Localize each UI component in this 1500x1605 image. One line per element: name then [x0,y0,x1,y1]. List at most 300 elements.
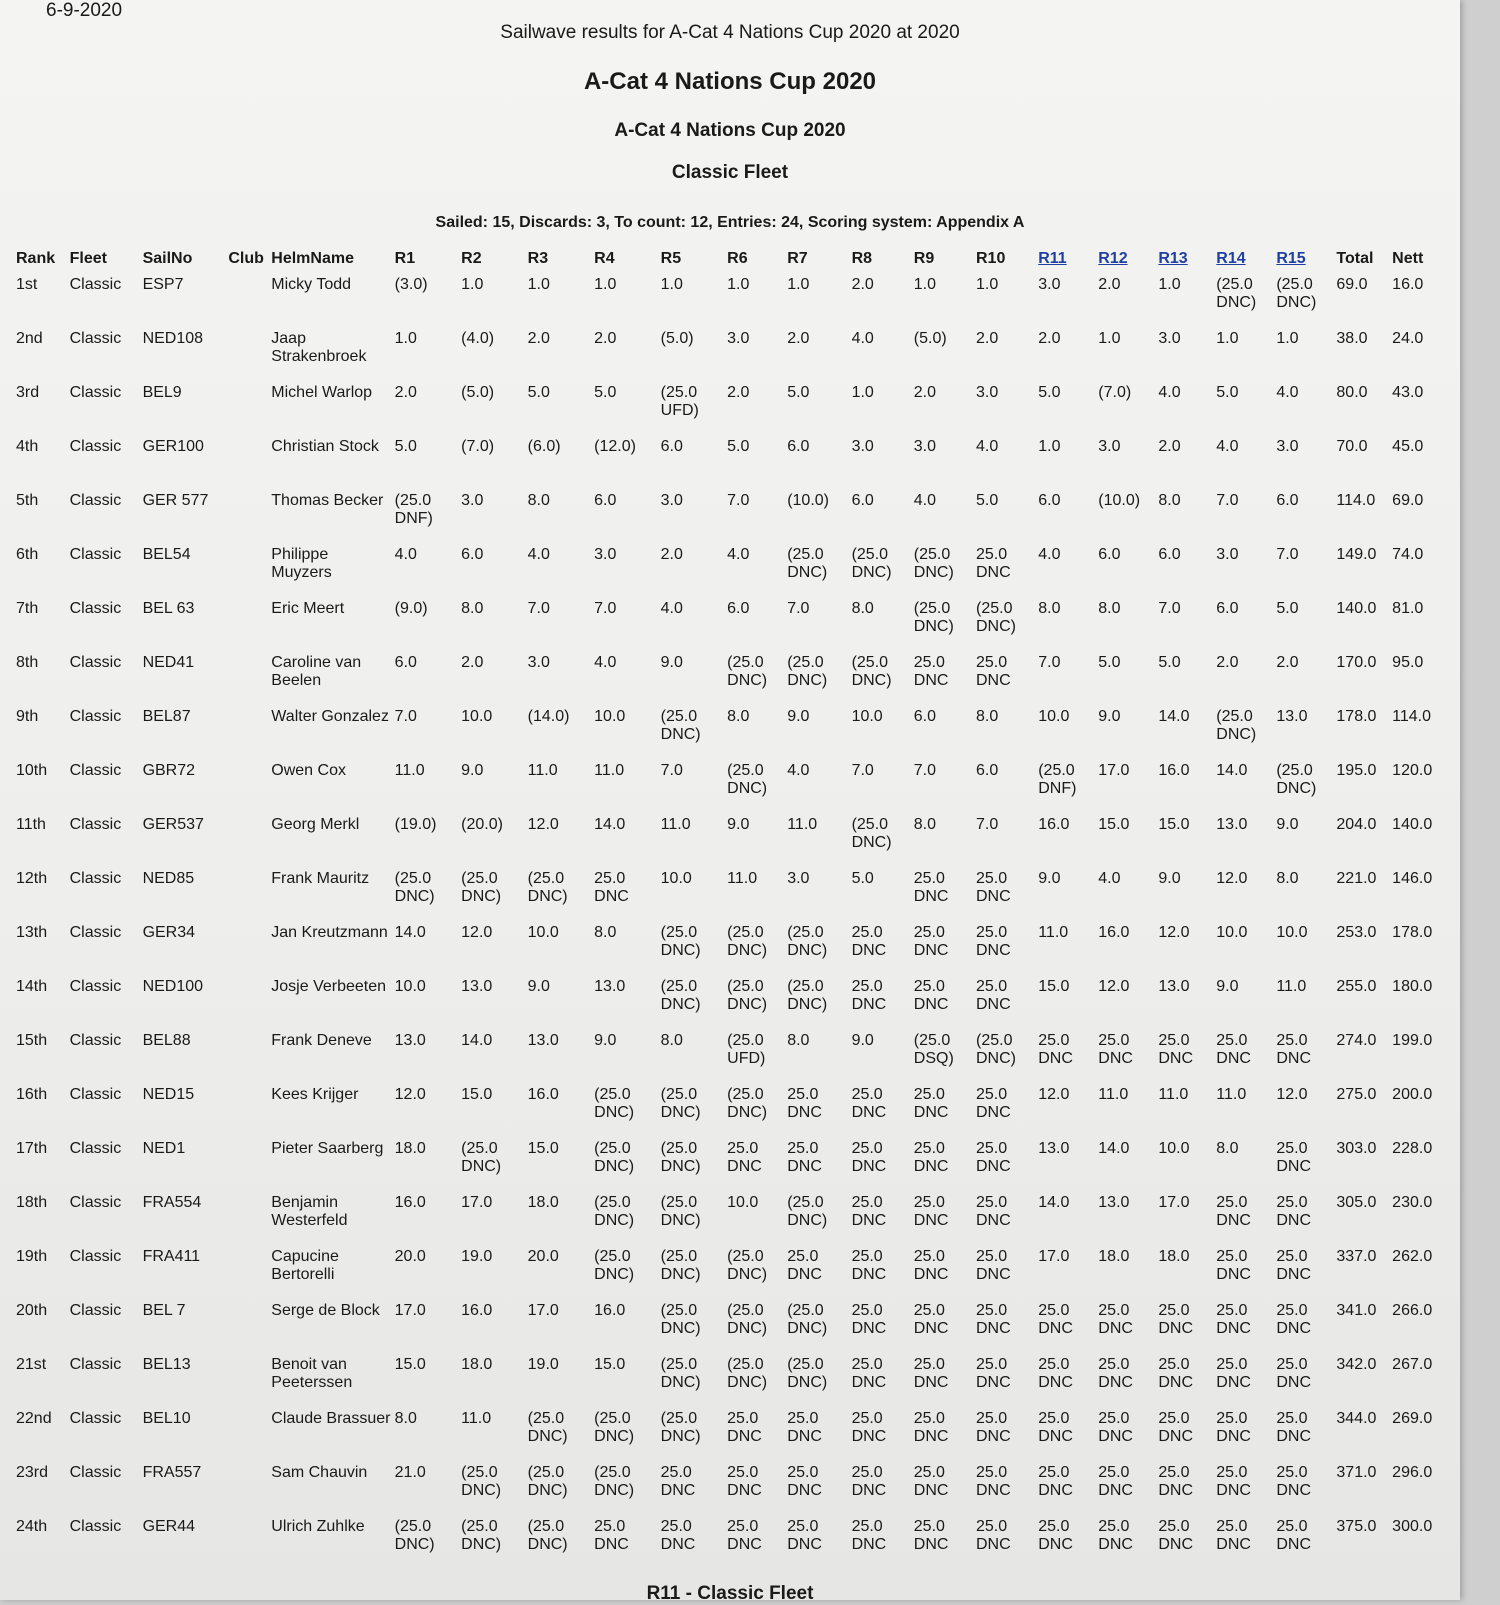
race-score-cell: 25.0 DNC [976,1248,1011,1283]
total-cell: 114.0 [1336,492,1376,509]
race-score-cell: (25.0 DNC) [913,546,954,581]
total-cell: 275.0 [1336,1086,1377,1103]
helm-name-cell: Jan Kreutzmann [271,924,388,941]
race-score-cell: (25.0 DNC) [787,924,828,959]
helm-name-cell: Kees Krijger [271,1086,359,1103]
nett-cell: 43.0 [1392,384,1424,401]
next-section-heading: R11 - Classic Fleet [646,1583,814,1604]
race-score-cell: (25.0 DNF) [1038,762,1077,797]
race-score-cell: 5.0 [1276,600,1299,617]
race-score-cell: 25.0 DNC [1276,1032,1311,1067]
race-score-cell: 7.0 [727,492,750,509]
rank-cell: 15th [16,1032,48,1049]
race-score-cell: 15.0 [594,1356,626,1373]
race-score-cell: 8.0 [851,600,874,617]
race-score-cell: 25.0 DNC [1038,1464,1073,1499]
helm-name-cell: Serge de Block [271,1302,380,1319]
race-score-cell: 10.0 [461,708,493,725]
nett-cell: 269.0 [1392,1410,1433,1427]
race-score-cell: 14.0 [461,1032,493,1049]
race-score-cell: 11.0 [1216,1086,1247,1103]
race-score-cell: 6.0 [660,438,683,455]
race-score-cell: 1.0 [727,276,750,293]
column-header-r10: R10 [976,250,1006,267]
race-score-cell: 5.0 [594,384,617,401]
race-score-cell: 11.0 [660,816,691,833]
sailno-cell: BEL54 [142,546,191,563]
race-score-cell: 2.0 [1276,654,1299,671]
race-score-cell: 12.0 [527,816,559,833]
race-score-cell: 16.0 [1158,762,1190,779]
total-cell: 195.0 [1336,762,1377,779]
race-score-cell: 4.0 [1158,384,1181,401]
race-score-cell: 14.0 [594,816,626,833]
race-score-cell: (25.0 DNC) [594,1464,635,1499]
race-score-cell: 25.0 DNC [976,1086,1011,1121]
race-score-cell: 25.0 DNC [851,1248,887,1283]
race-score-cell: 1.0 [394,330,417,347]
sailno-cell: NED15 [142,1086,195,1103]
total-cell: 375.0 [1336,1518,1377,1535]
race-score-cell: 13.0 [1276,708,1308,725]
column-header-r5: R5 [660,250,682,267]
race-score-cell: 7.0 [1158,600,1181,617]
race-score-cell: 8.0 [1098,600,1121,617]
race-score-cell: 2.0 [1038,330,1061,347]
race-score-cell: (25.0 DNC) [660,1356,701,1391]
race-score-cell: 9.0 [1216,978,1239,995]
total-cell: 170.0 [1336,654,1377,671]
race-score-cell: 3.0 [461,492,484,509]
race-score-cell: 25.0 DNC [727,1464,762,1499]
race-score-cell: 25.0 DNC [913,1302,949,1337]
race-score-cell: (25.0 DNC) [727,762,768,797]
race-score-cell: (25.0 DNC) [527,1518,568,1553]
race-score-cell: 13.0 [527,1032,559,1049]
helm-name-cell: Josje Verbeeten [271,978,387,995]
total-cell: 337.0 [1336,1248,1377,1265]
race-score-cell: 25.0 DNC [976,546,1011,581]
race-score-cell: 25.0 DNC [851,1140,887,1175]
table-row [14,1136,1444,1190]
club-cell [226,1514,269,1568]
nett-cell: 24.0 [1392,330,1424,347]
column-header-r6: R6 [727,250,748,267]
sailno-cell: FRA554 [142,1194,202,1211]
race-score-cell: 25.0 DNC [1098,1518,1133,1553]
race-score-cell: 14.0 [394,924,426,941]
column-header-nett: Nett [1392,250,1424,267]
race-score-cell: 6.0 [394,654,417,671]
race-score-cell: 11.0 [1098,1086,1129,1103]
total-cell: 253.0 [1336,924,1377,941]
race-score-cell: 4.0 [660,600,683,617]
race-score-cell: 9.0 [1038,870,1061,887]
race-score-cell: 25.0 DNC [1216,1032,1251,1067]
race-score-cell: (25.0 DNC) [787,1356,828,1391]
club-cell [226,974,269,1028]
race-score-cell: 18.0 [1158,1248,1190,1265]
race-score-cell: (19.0) [394,816,437,833]
race-score-cell: 25.0 DNC [1276,1194,1311,1229]
race-score-cell: 4.0 [1038,546,1061,563]
race-score-cell: 8.0 [1038,600,1061,617]
column-header-r11[interactable]: R11 [1038,250,1067,267]
rank-cell: 2nd [16,330,43,347]
race-score-cell: 3.0 [851,438,874,455]
race-score-cell: (25.0 DNC) [461,870,502,905]
sailno-cell: NED1 [142,1140,186,1157]
club-cell [226,1028,269,1082]
race-score-cell: 8.0 [594,924,617,941]
race-score-cell: 9.0 [851,1032,874,1049]
race-score-cell: 11.0 [1158,1086,1189,1103]
race-score-cell: 1.0 [1158,276,1181,293]
race-score-cell: (20.0) [461,816,503,833]
race-score-cell: 4.0 [913,492,937,509]
race-score-cell: 11.0 [727,870,758,887]
race-score-cell: 7.0 [913,762,937,779]
table-row [14,380,1444,434]
race-score-cell: 25.0 DNC [1216,1302,1251,1337]
column-header-club: Club [228,250,264,267]
race-score-cell: 25.0 DNC [1098,1032,1133,1067]
race-score-cell: 10.0 [527,924,559,941]
race-score-cell: (10.0) [787,492,829,509]
race-score-cell: 5.0 [976,492,999,509]
race-score-cell: 9.0 [660,654,683,671]
sailno-cell: BEL88 [142,1032,191,1049]
race-score-cell: 25.0 DNC [787,1410,822,1445]
sailno-cell: BEL9 [142,384,182,401]
race-score-cell: 25.0 DNC [1276,1464,1311,1499]
race-score-cell: 17.0 [527,1302,559,1319]
race-score-cell: 3.0 [727,330,750,347]
nett-cell: 74.0 [1392,546,1424,563]
race-score-cell: 25.0 DNC [976,1518,1011,1553]
race-score-cell: (25.0 DNC) [851,816,892,851]
race-score-cell: (25.0 DNC) [594,1086,635,1121]
race-score-cell: 25.0 DNC [1038,1518,1073,1553]
race-score-cell: 25.0 DNC [976,1302,1011,1337]
race-score-cell: (25.0 DNC) [660,1140,701,1175]
race-score-cell: 13.0 [1158,978,1190,995]
total-cell: 149.0 [1336,546,1377,563]
race-score-cell: (5.0) [913,330,947,347]
column-header-r7: R7 [787,250,808,267]
fleet-cell: Classic [69,978,122,995]
column-header-r9: R9 [913,250,935,267]
race-score-cell: 5.0 [727,438,750,455]
table-row [14,1514,1444,1568]
race-score-cell: 4.0 [787,762,810,779]
sailno-cell: FRA411 [142,1248,201,1265]
club-cell [226,1406,269,1460]
fleet-cell: Classic [69,870,122,887]
column-header-total: Total [1336,250,1374,267]
race-score-cell: (25.0 DNC) [787,546,828,581]
race-score-cell: (5.0) [660,330,694,347]
column-header-r12[interactable]: R12 [1098,250,1128,267]
race-score-cell: 25.0 DNC [851,1356,887,1391]
page-subtitle: A-Cat 4 Nations Cup 2020 [614,120,846,141]
sailno-cell: BEL10 [142,1410,191,1427]
total-cell: 274.0 [1336,1032,1377,1049]
fleet-cell: Classic [69,1410,122,1427]
total-cell: 303.0 [1336,1140,1377,1157]
race-score-cell: (25.0 DNC) [851,546,892,581]
race-score-cell: (25.0 DNC) [660,978,701,1013]
rank-cell: 8th [16,654,39,671]
race-score-cell: 5.0 [1098,654,1121,671]
fleet-cell: Classic [69,438,122,455]
race-score-cell: 25.0 DNC [976,870,1011,905]
nett-cell: 95.0 [1392,654,1424,671]
race-score-cell: 25.0 DNC [1098,1464,1133,1499]
nett-cell: 81.0 [1392,600,1424,617]
nett-cell: 45.0 [1392,438,1424,455]
table-row [14,326,1444,380]
race-score-cell: 5.0 [394,438,417,455]
club-cell [226,866,269,920]
club-cell [226,812,269,866]
race-score-cell: 17.0 [1038,1248,1070,1265]
fleet-cell: Classic [69,276,122,293]
race-score-cell: 25.0 DNC [1216,1248,1251,1283]
column-header-r2: R2 [461,250,482,267]
race-score-cell: 25.0 DNC [976,924,1011,959]
column-header-r13[interactable]: R13 [1158,250,1188,267]
race-score-cell: 8.0 [394,1410,417,1427]
rank-cell: 24th [16,1518,48,1535]
race-score-cell: (12.0) [594,438,636,455]
print-date: 6-9-2020 [46,0,123,21]
club-cell [226,1136,269,1190]
sailno-cell: BEL13 [142,1356,191,1373]
race-score-cell: 7.0 [527,600,550,617]
race-score-cell: 8.0 [461,600,484,617]
race-score-cell: (25.0 DNC) [787,1194,828,1229]
race-score-cell: 15.0 [527,1140,559,1157]
race-score-cell: 10.0 [1158,1140,1190,1157]
nett-cell: 296.0 [1392,1464,1433,1481]
rank-cell: 7th [16,600,39,617]
race-score-cell: 13.0 [394,1032,426,1049]
race-score-cell: 25.0 DNC [851,924,887,959]
race-score-cell: 19.0 [527,1356,559,1373]
rank-cell: 4th [16,438,39,455]
helm-name-cell: Sam Chauvin [271,1464,368,1481]
table-row [14,596,1444,650]
total-cell: 204.0 [1336,816,1377,833]
club-cell [226,1298,269,1352]
race-score-cell: 25.0 DNC [787,1464,822,1499]
results-table [14,242,1444,1568]
table-row [14,758,1444,812]
race-score-cell: 2.0 [727,384,750,401]
race-score-cell: 25.0 DNC [913,1518,949,1553]
table-row [14,542,1444,596]
sailno-cell: GBR72 [142,762,196,779]
sailno-cell: GER537 [142,816,204,833]
race-score-cell: 11.0 [527,762,558,779]
race-score-cell: 1.0 [594,276,617,293]
helm-name-cell: Frank Deneve [271,1032,372,1049]
race-score-cell: (25.0 DNC) [461,1464,502,1499]
race-score-cell: 13.0 [1216,816,1248,833]
race-score-cell: 25.0 DNC [851,1086,887,1121]
race-score-cell: 25.0 DNC [913,1356,949,1391]
race-score-cell: 16.0 [1038,816,1070,833]
race-score-cell: 25.0 DNC [851,1518,887,1553]
sailno-cell: BEL 63 [142,600,195,617]
race-score-cell: 6.0 [787,438,810,455]
fleet-cell: Classic [69,654,122,671]
race-score-cell: 10.0 [1038,708,1070,725]
race-score-cell: 6.0 [976,762,999,779]
race-score-cell: 25.0 DNC [1276,1356,1311,1391]
race-score-cell: (7.0) [461,438,495,455]
race-score-cell: 19.0 [461,1248,493,1265]
rank-cell: 10th [16,762,48,779]
race-score-cell: 13.0 [594,978,626,995]
race-score-cell: 1.0 [527,276,550,293]
race-score-cell: 25.0 DNC [851,1302,887,1337]
nett-cell: 16.0 [1392,276,1424,293]
helm-name-cell: Philippe Muyzers [271,546,332,581]
race-score-cell: 25.0 DNC [1098,1410,1133,1445]
fleet-cell: Classic [69,1302,122,1319]
race-score-cell: 10.0 [1216,924,1248,941]
race-score-cell: 2.0 [913,384,937,401]
race-score-cell: 9.0 [1276,816,1299,833]
race-score-cell: 7.0 [787,600,810,617]
race-score-cell: 7.0 [1216,492,1239,509]
nett-cell: 180.0 [1392,978,1433,995]
race-score-cell: 7.0 [394,708,417,725]
race-score-cell: 6.0 [461,546,484,563]
helm-name-cell: Ulrich Zuhlke [271,1518,365,1535]
table-row [14,974,1444,1028]
rank-cell: 9th [16,708,39,725]
race-score-cell: (25.0 UFD) [727,1032,766,1067]
total-cell: 305.0 [1336,1194,1377,1211]
nett-cell: 114.0 [1392,708,1432,725]
race-score-cell: 8.0 [727,708,750,725]
fleet-cell: Classic [69,1464,122,1481]
rank-cell: 3rd [16,384,40,401]
total-cell: 178.0 [1336,708,1377,725]
column-header-r14[interactable]: R14 [1216,250,1246,267]
race-score-cell: (25.0 DNC) [727,654,768,689]
race-score-cell: 6.0 [1158,546,1181,563]
race-score-cell: 6.0 [1216,600,1239,617]
table-row [14,1298,1444,1352]
race-score-cell: 10.0 [851,708,883,725]
race-score-cell: 12.0 [461,924,493,941]
column-header-fleet: Fleet [69,250,107,267]
nett-cell: 300.0 [1392,1518,1433,1535]
race-score-cell: 3.0 [1098,438,1121,455]
table-row [14,1352,1444,1406]
club-cell [226,488,269,542]
nett-cell: 199.0 [1392,1032,1433,1049]
race-score-cell: (10.0) [1098,492,1141,509]
nett-cell: 266.0 [1392,1302,1433,1319]
race-score-cell: 1.0 [851,384,874,401]
club-cell [226,920,269,974]
fleet-cell: Classic [69,546,122,563]
race-score-cell: 6.0 [594,492,617,509]
race-score-cell: 9.0 [787,708,810,725]
rank-cell: 1st [16,276,38,293]
helm-name-cell: Eric Meert [271,600,345,617]
race-score-cell: 7.0 [594,600,617,617]
race-score-cell: 25.0 DNC [976,1356,1011,1391]
race-score-cell: (25.0 DNC) [594,1248,635,1283]
total-cell: 140.0 [1336,600,1377,617]
column-header-r15[interactable]: R15 [1276,250,1306,267]
nett-cell: 262.0 [1392,1248,1433,1265]
race-score-cell: 2.0 [851,276,874,293]
race-score-cell: 11.0 [787,816,818,833]
nett-cell: 228.0 [1392,1140,1433,1157]
race-score-cell: 14.0 [1158,708,1190,725]
rank-cell: 14th [16,978,48,995]
race-score-cell: 5.0 [851,870,874,887]
race-score-cell: (6.0) [527,438,561,455]
race-score-cell: (25.0 DNC) [394,870,435,905]
race-score-cell: 25.0 DNC [913,870,949,905]
fleet-cell: Classic [69,816,122,833]
club-cell [226,380,269,434]
race-score-cell: 15.0 [394,1356,426,1373]
club-cell [226,1244,269,1298]
table-row [14,488,1444,542]
race-score-cell: 25.0 DNC [976,654,1011,689]
column-header-sailno: SailNo [142,250,193,267]
club-cell [226,650,269,704]
race-score-cell: (25.0 DNC) [660,1194,701,1229]
race-score-cell: 7.0 [660,762,683,779]
race-score-cell: 14.0 [1038,1194,1070,1211]
race-score-cell: 21.0 [394,1464,426,1481]
race-score-cell: 25.0 DNC [1098,1356,1133,1391]
race-score-cell: (25.0 DNC) [461,1518,502,1553]
sailno-cell: ESP7 [142,276,184,293]
race-score-cell: (25.0 DNC) [594,1410,635,1445]
race-score-cell: 15.0 [1038,978,1070,995]
race-score-cell: (25.0 DNF) [394,492,433,527]
race-score-cell: 5.0 [1038,384,1061,401]
race-score-cell: (5.0) [461,384,495,401]
race-score-cell: 25.0 DNC [660,1518,696,1553]
race-score-cell: (25.0 DNC) [660,1302,701,1337]
race-score-cell: 14.0 [1098,1140,1130,1157]
race-score-cell: (25.0 DNC) [1216,708,1257,743]
nett-cell: 69.0 [1392,492,1424,509]
race-score-cell: (25.0 DNC) [660,708,701,743]
race-score-cell: 12.0 [1038,1086,1070,1103]
race-score-cell: (25.0 DNC) [727,1248,768,1283]
rank-cell: 12th [16,870,48,887]
total-cell: 69.0 [1336,276,1368,293]
race-score-cell: 2.0 [1158,438,1181,455]
race-score-cell: 25.0 DNC [913,924,949,959]
club-cell [226,272,269,326]
helm-name-cell: Benjamin Westerfeld [271,1194,348,1229]
total-cell: 38.0 [1336,330,1368,347]
